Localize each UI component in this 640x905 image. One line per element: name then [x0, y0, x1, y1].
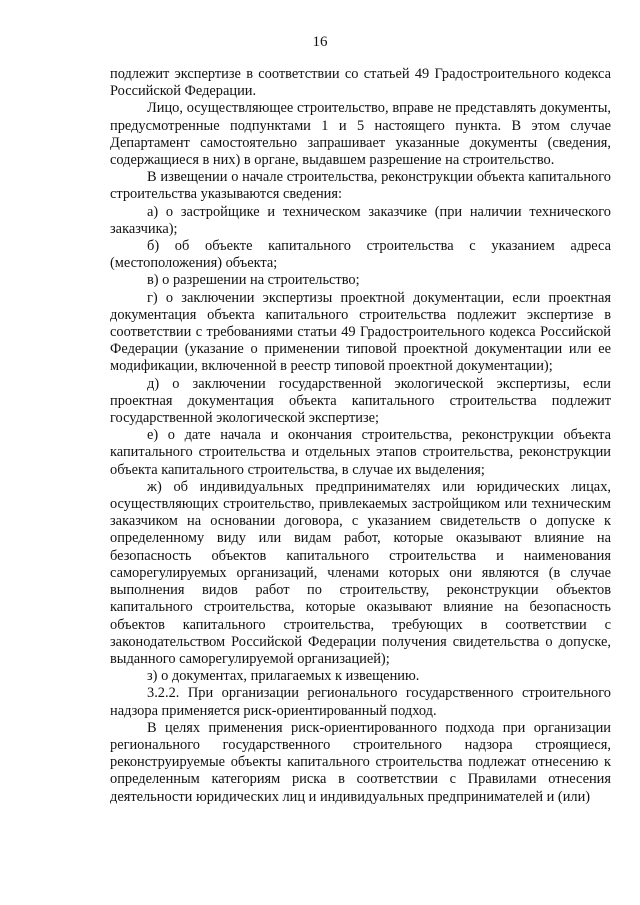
- paragraph: е) о дате начала и окончания строительства, реконструкции объекта капитального строительства и отдельных этапов строительства, реконструкции объекта капитального строительства, в случае их выделения;: [110, 427, 611, 478]
- paragraph: подлежит экспертизе в соответствии со статьей 49 Градостроительного кодекса Российской Федерации.: [110, 66, 611, 100]
- paragraph: в) о разрешении на строительство;: [147, 272, 360, 289]
- paragraph: 3.2.2. При организации регионального государственного строительного надзора применяется риск-ориентированный подход.: [110, 685, 611, 719]
- paragraph: В извещении о начале строительства, реконструкции объекта капитального строительства указываются сведения:: [110, 169, 611, 203]
- document-body: [110, 66, 611, 806]
- paragraph: В целях применения риск-ориентированного подхода при организации регионального государственного строительного надзора строящиеся, реконструируемые объекты капитального строительства подлежат отнесению к определенным категориям риска в соответствии с Правилами отнесения деятельности юридических лиц и индивидуальных предпринимателей и (или): [110, 719, 611, 805]
- paragraph: г) о заключении экспертизы проектной документации, если проектная документация объекта капитального строительства подлежит экспертизе в соответствии с требованиями статьи 49 Градостроительного кодекса Российской Федерации (указание о применении типовой проектной документации или ее модификации, включенной в реестр типовой проектной документации);: [110, 289, 611, 375]
- paragraph: д) о заключении государственной экологической экспертизы, если проектная документация объекта капитального строительства подлежит государственной экологической экспертизе;: [110, 375, 611, 427]
- paragraph: а) о застройщике и техническом заказчике (при наличии технического заказчика);: [110, 203, 611, 237]
- paragraph: ж) об индивидуальных предпринимателях или юридических лицах, осуществляющих строительство, привлекаемых застройщиком или техническим заказчиком на основании договора, с указанием свидетельств о допуске к определенному виду или видам работ, которые оказывают влияние на безопасность объектов капитального строительства и наименования саморегулируемых организаций, членами которых они являются (в случае выполнения видов работ по строительству, реконструкции объектов капитального строительства, которые оказывают влияние на безопасность объектов капитального строительства, требующих в соответствии с законодательством Российской Федерации получения свидетельства о допуске, выданного саморегулируемой организацией);: [110, 478, 611, 667]
- paragraph: б) об объекте капитального строительства с указанием адреса (местоположения) объекта;: [110, 238, 611, 272]
- page-number: 16: [312, 34, 328, 50]
- paragraph: Лицо, осуществляющее строительство, вправе не представлять документы, предусмотренные подпунктами 1 и 5 настоящего пункта. В этом случае Департамент самостоятельно запрашивает указанные документы (сведения, содержащиеся в них) в органе, выдавшем разрешение на строительство.: [110, 100, 611, 169]
- paragraph: з) о документах, прилагаемых к извещению.: [147, 668, 420, 685]
